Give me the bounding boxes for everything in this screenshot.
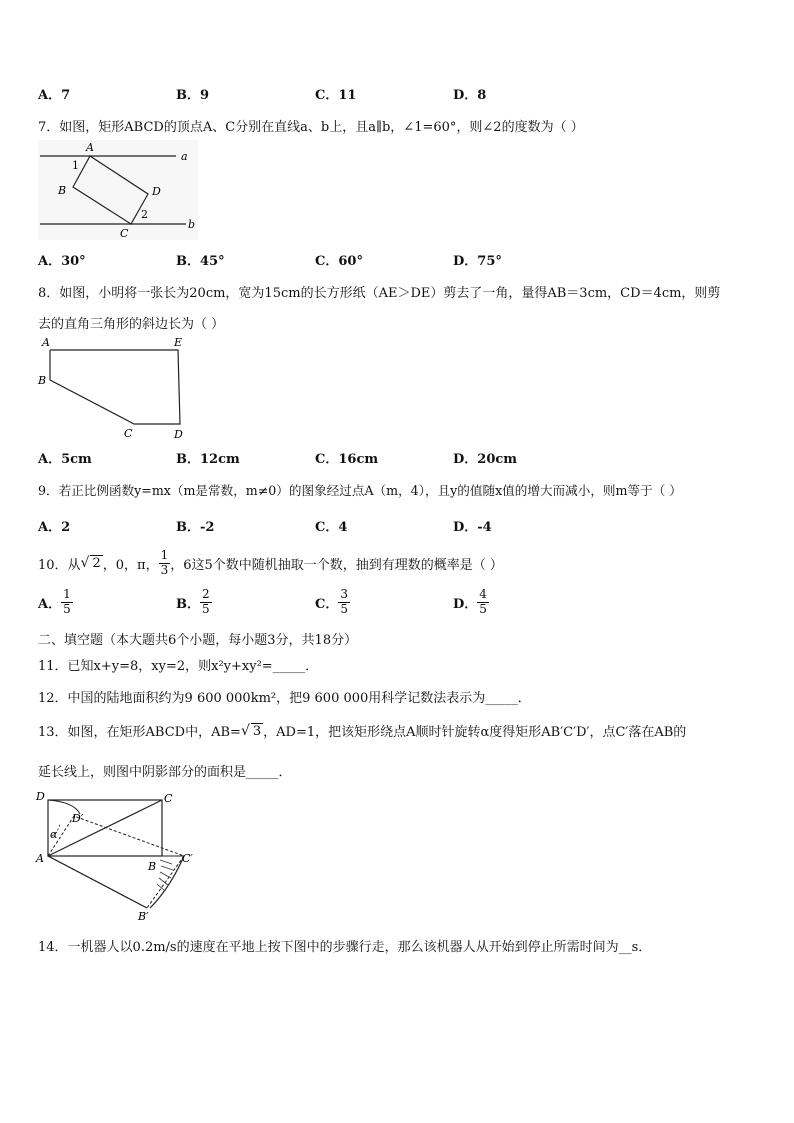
- q10-option-b-den: 5: [202, 601, 210, 616]
- q14-stem: 14．一机器人以0.2m/s的速度在平地上按下图中的步骤行走，那么该机器人从开始到停止所需时间为__s．: [38, 940, 652, 955]
- q10-fraction-den: 3: [160, 562, 169, 577]
- q7-label-angle1: 1: [72, 159, 79, 172]
- q9-option-c: C．4: [315, 520, 348, 535]
- q7-label-angle2: 2: [141, 208, 148, 221]
- q10-option-c: [315, 588, 350, 617]
- q9-stem: 9．若正比例函数y=mx（m是常数，m≠0）的图象经过点A（m，4），且y的值随x值的增大而减小，则m等于（ ）: [38, 483, 682, 498]
- q13-figure: [34, 788, 198, 922]
- q10-stem-prefix: 10．从: [38, 557, 81, 573]
- q7-label-b-point: B: [58, 184, 67, 197]
- q8-label-e-point: E: [174, 336, 183, 349]
- q11-stem: 11．已知x+y=8，xy=2，则x²y+xy²=_____．: [38, 659, 319, 674]
- q8-option-a: A．5cm: [38, 452, 92, 467]
- q10-option-a: [38, 588, 73, 617]
- q8-figure: [36, 334, 196, 442]
- q13-label-alpha: α: [50, 828, 58, 841]
- q10-option-d-frac: [477, 588, 489, 617]
- q9-option-b: B．-2: [176, 520, 215, 535]
- q10-option-d-label: D．: [453, 596, 478, 612]
- q8-label-d-point: D: [174, 428, 183, 441]
- q10-option-a-frac: [61, 588, 73, 617]
- q13-label-cprime: C′: [182, 852, 193, 865]
- q7-option-d: D．75°: [453, 254, 502, 269]
- q8-option-c: C．16cm: [315, 452, 379, 467]
- q10-stem-suffix: ，6这5个数中随机抽取一个数，抽到有理数的概率是（ ）: [170, 557, 503, 573]
- q6-option-a: A．7: [38, 88, 71, 103]
- q10-option-c-den: 5: [340, 601, 348, 616]
- q13-stem-line1: [38, 721, 686, 740]
- q7-figure: [38, 140, 198, 240]
- q7-label-c-point: C: [120, 227, 129, 240]
- q10-option-a-den: 5: [63, 601, 71, 616]
- q8-stem-line2: 去的直角三角形的斜边长为（ ）: [38, 317, 225, 332]
- q10-option-b-label: B．: [176, 596, 200, 612]
- q10-option-d-num: 4: [479, 587, 487, 601]
- q9-option-a: A．2: [38, 520, 71, 535]
- q13-label-bprime: B′: [138, 910, 149, 922]
- q6-option-c: C．11: [315, 88, 357, 103]
- q10-option-a-num: 1: [63, 587, 71, 601]
- q6-option-b: B．9: [176, 88, 210, 103]
- q13-stem-prefix: 13．如图，在矩形ABCD中，AB=: [38, 725, 241, 740]
- q10-stem: [38, 547, 503, 579]
- q10-option-b-frac: [200, 588, 212, 617]
- q10-fraction: [159, 549, 171, 578]
- q10-option-d-den: 5: [479, 601, 487, 616]
- q13-label-b-point: B: [148, 860, 157, 873]
- q10-option-d: [453, 588, 489, 617]
- q13-label-c-point: C: [164, 792, 173, 805]
- q13-label-a-point: A: [36, 852, 44, 865]
- q10-sqrt-value: 2: [92, 556, 101, 571]
- q8-stem-line1: 8．如图，小明将一张长为20cm，宽为15cm的长方形纸（AE＞DE）剪去了一角，量得AB＝3cm，CD＝4cm，则剪: [38, 286, 721, 301]
- q9-option-d: D．-4: [453, 520, 492, 535]
- q7-stem: 7．如图，矩形ABCD的顶点A、C分别在直线a、b上，且a∥b，∠1=60°，则∠2的度数为（ ）: [38, 120, 584, 135]
- q13-label-d-point: D: [36, 790, 45, 803]
- q13-label-dprime: D′: [72, 812, 84, 825]
- q8-label-b-point: B: [38, 374, 47, 387]
- sqrt-symbol: √: [240, 722, 250, 739]
- q10-stem-mid: ，0，π，: [102, 557, 159, 573]
- q10-option-c-num: 3: [340, 587, 348, 601]
- q7-label-line-b: b: [188, 218, 196, 231]
- q13-sqrt-value: 3: [252, 723, 262, 739]
- q8-label-a-point: A: [42, 336, 50, 349]
- q7-option-b: B．45°: [176, 254, 225, 269]
- q7-label-line-a: a: [181, 150, 188, 163]
- q10-option-a-label: A．: [38, 596, 62, 612]
- section-2-heading: 二、填空题（本大题共6个小题，每小题3分，共18分）: [38, 633, 358, 648]
- q7-label-d-point: D: [152, 185, 161, 198]
- q7-label-a-point: A: [86, 141, 94, 154]
- q12-stem: 12．中国的陆地面积约为9 600 000km²，把9 600 000用科学记数法表示为_____．: [38, 691, 531, 706]
- q13-stem-suffix: ，AD=1，把该矩形绕点A顺时针旋转α度得矩形AB′C′D′，点C′落在AB的: [263, 725, 687, 740]
- q10-option-b-num: 2: [202, 587, 210, 601]
- q8-option-b: B．12cm: [176, 452, 240, 467]
- q7-option-a: A．30°: [38, 254, 86, 269]
- q6-option-d: D．8: [453, 88, 487, 103]
- q10-option-b: [176, 588, 212, 617]
- q10-option-c-frac: [338, 588, 350, 617]
- sqrt-symbol: √: [80, 555, 90, 571]
- q8-option-d: D．20cm: [453, 452, 518, 467]
- q8-label-c-point: C: [124, 427, 133, 440]
- q7-option-c: C．60°: [315, 254, 363, 269]
- q13-stem-line2: 延长线上，则图中阴影部分的面积是_____．: [38, 765, 292, 780]
- q10-fraction-num: 1: [160, 547, 169, 562]
- q10-option-c-label: C．: [315, 596, 339, 612]
